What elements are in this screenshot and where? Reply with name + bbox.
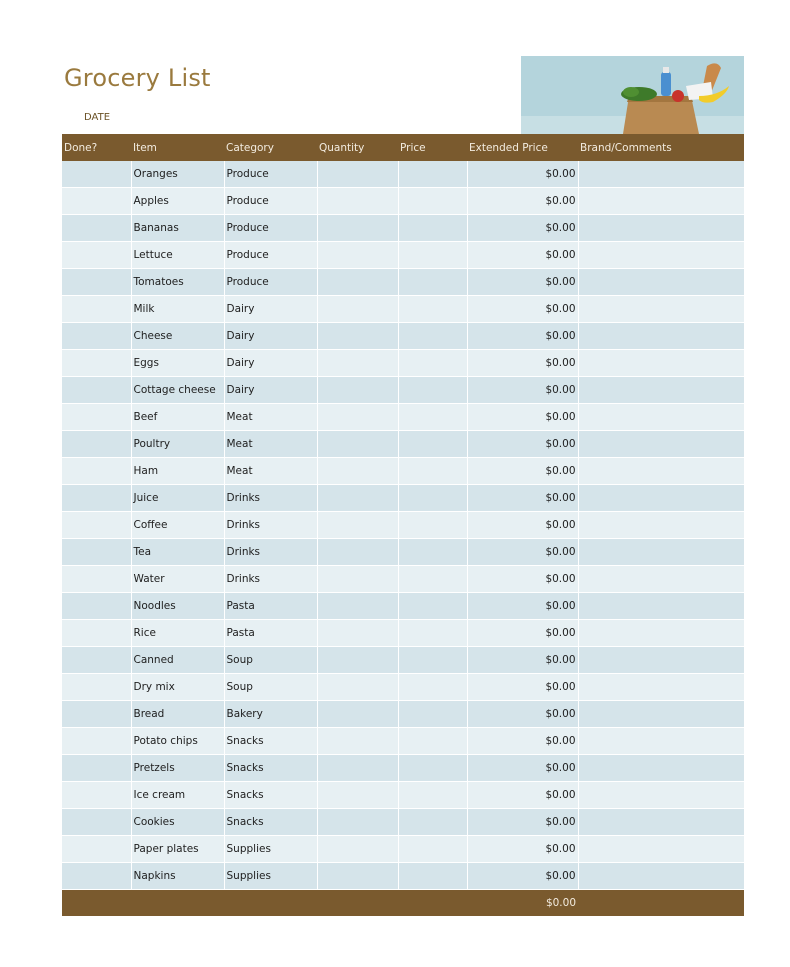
extended-price-cell[interactable]: $0.00: [467, 188, 578, 215]
price-cell[interactable]: [398, 458, 467, 485]
table-row: [62, 863, 744, 890]
quantity-cell[interactable]: [317, 539, 398, 566]
item-cell[interactable]: Eggs: [131, 350, 224, 377]
table-row: [62, 404, 744, 431]
quantity-cell[interactable]: [317, 809, 398, 836]
extended-price-cell[interactable]: $0.00: [467, 485, 578, 512]
table-row: [62, 674, 744, 701]
done-cell[interactable]: [62, 863, 131, 890]
extended-price-cell[interactable]: $0.00: [467, 701, 578, 728]
item-cell[interactable]: Rice: [131, 620, 224, 647]
table-row: [62, 836, 744, 863]
table-header-row: [62, 134, 744, 161]
item-cell[interactable]: Potato chips: [131, 728, 224, 755]
price-cell[interactable]: [398, 161, 467, 188]
item-cell[interactable]: Bananas: [131, 215, 224, 242]
brand-comments-cell[interactable]: [578, 755, 744, 782]
extended-price-cell[interactable]: $0.00: [467, 728, 578, 755]
done-cell[interactable]: [62, 593, 131, 620]
item-cell[interactable]: Tea: [131, 539, 224, 566]
brand-comments-cell[interactable]: [578, 485, 744, 512]
price-cell[interactable]: [398, 188, 467, 215]
quantity-cell[interactable]: [317, 836, 398, 863]
quantity-cell[interactable]: [317, 269, 398, 296]
done-cell[interactable]: [62, 431, 131, 458]
brand-comments-cell[interactable]: [578, 701, 744, 728]
total-cell-blank: [131, 890, 224, 917]
brand-comments-cell[interactable]: [578, 161, 744, 188]
extended-price-cell[interactable]: $0.00: [467, 296, 578, 323]
category-cell[interactable]: Soup: [224, 647, 317, 674]
grocery-bag-photo: [521, 56, 744, 134]
item-cell[interactable]: Cookies: [131, 809, 224, 836]
table-row: [62, 647, 744, 674]
category-cell[interactable]: Snacks: [224, 755, 317, 782]
brand-comments-cell[interactable]: [578, 323, 744, 350]
item-cell[interactable]: Apples: [131, 188, 224, 215]
price-cell[interactable]: [398, 242, 467, 269]
table-row: [62, 323, 744, 350]
price-cell[interactable]: [398, 377, 467, 404]
table-row: [62, 485, 744, 512]
category-cell[interactable]: Meat: [224, 458, 317, 485]
item-cell[interactable]: Noodles: [131, 593, 224, 620]
quantity-cell[interactable]: [317, 620, 398, 647]
table-row: [62, 350, 744, 377]
quantity-cell[interactable]: [317, 323, 398, 350]
category-cell[interactable]: Drinks: [224, 539, 317, 566]
total-cell-blank: [398, 890, 467, 917]
extended-price-cell[interactable]: $0.00: [467, 242, 578, 269]
done-cell[interactable]: [62, 215, 131, 242]
category-cell[interactable]: Drinks: [224, 512, 317, 539]
category-cell[interactable]: Snacks: [224, 728, 317, 755]
category-cell[interactable]: Snacks: [224, 809, 317, 836]
done-cell[interactable]: [62, 674, 131, 701]
column-header-category[interactable]: Category: [224, 134, 317, 161]
extended-price-cell[interactable]: $0.00: [467, 323, 578, 350]
brand-comments-cell[interactable]: [578, 809, 744, 836]
item-cell[interactable]: Oranges: [131, 161, 224, 188]
category-cell[interactable]: Soup: [224, 674, 317, 701]
category-cell[interactable]: Dairy: [224, 377, 317, 404]
price-cell[interactable]: [398, 782, 467, 809]
item-cell[interactable]: Canned: [131, 647, 224, 674]
total-cell-blank: [224, 890, 317, 917]
item-cell[interactable]: Poultry: [131, 431, 224, 458]
column-header-brand-comments[interactable]: Brand/Comments: [578, 134, 744, 161]
table-row: [62, 188, 744, 215]
price-cell[interactable]: [398, 674, 467, 701]
item-cell[interactable]: Coffee: [131, 512, 224, 539]
done-cell[interactable]: [62, 647, 131, 674]
item-cell[interactable]: Paper plates: [131, 836, 224, 863]
brand-comments-cell[interactable]: [578, 404, 744, 431]
brand-comments-cell[interactable]: [578, 512, 744, 539]
table-row: [62, 512, 744, 539]
brand-comments-cell[interactable]: [578, 566, 744, 593]
quantity-cell[interactable]: [317, 404, 398, 431]
table-row: [62, 269, 744, 296]
price-cell[interactable]: [398, 404, 467, 431]
item-cell[interactable]: Ham: [131, 458, 224, 485]
done-cell[interactable]: [62, 728, 131, 755]
item-cell[interactable]: Bread: [131, 701, 224, 728]
extended-price-cell[interactable]: $0.00: [467, 512, 578, 539]
table-row: [62, 242, 744, 269]
category-cell[interactable]: Drinks: [224, 566, 317, 593]
extended-price-cell[interactable]: $0.00: [467, 674, 578, 701]
extended-price-cell[interactable]: $0.00: [467, 755, 578, 782]
extended-price-cell[interactable]: $0.00: [467, 350, 578, 377]
price-cell[interactable]: [398, 350, 467, 377]
brand-comments-cell[interactable]: [578, 215, 744, 242]
table-row: [62, 728, 744, 755]
item-cell[interactable]: Water: [131, 566, 224, 593]
quantity-cell[interactable]: [317, 242, 398, 269]
done-cell[interactable]: [62, 269, 131, 296]
quantity-cell[interactable]: [317, 512, 398, 539]
table-row: [62, 377, 744, 404]
extended-price-cell[interactable]: $0.00: [467, 215, 578, 242]
price-cell[interactable]: [398, 647, 467, 674]
brand-comments-cell[interactable]: [578, 620, 744, 647]
done-cell[interactable]: [62, 161, 131, 188]
table-row: [62, 566, 744, 593]
quantity-cell[interactable]: [317, 674, 398, 701]
table-row: [62, 782, 744, 809]
brand-comments-cell[interactable]: [578, 296, 744, 323]
extended-price-cell[interactable]: $0.00: [467, 404, 578, 431]
brand-comments-cell[interactable]: [578, 350, 744, 377]
brand-comments-cell[interactable]: [578, 647, 744, 674]
price-cell[interactable]: [398, 323, 467, 350]
quantity-cell[interactable]: [317, 755, 398, 782]
done-cell[interactable]: [62, 242, 131, 269]
table-row: [62, 161, 744, 188]
done-cell[interactable]: [62, 404, 131, 431]
category-cell[interactable]: Produce: [224, 215, 317, 242]
done-cell[interactable]: [62, 485, 131, 512]
brand-comments-cell[interactable]: [578, 431, 744, 458]
price-cell[interactable]: [398, 215, 467, 242]
done-cell[interactable]: [62, 809, 131, 836]
column-header-price[interactable]: Price: [398, 134, 467, 161]
done-cell[interactable]: [62, 755, 131, 782]
price-cell[interactable]: [398, 728, 467, 755]
brand-comments-cell[interactable]: [578, 863, 744, 890]
item-cell[interactable]: Juice: [131, 485, 224, 512]
category-cell[interactable]: Pasta: [224, 620, 317, 647]
quantity-cell[interactable]: [317, 350, 398, 377]
item-cell[interactable]: Dry mix: [131, 674, 224, 701]
done-cell[interactable]: [62, 350, 131, 377]
column-header-quantity[interactable]: Quantity: [317, 134, 398, 161]
item-cell[interactable]: Ice cream: [131, 782, 224, 809]
price-cell[interactable]: [398, 566, 467, 593]
price-cell[interactable]: [398, 296, 467, 323]
extended-price-cell[interactable]: $0.00: [467, 377, 578, 404]
category-cell[interactable]: Dairy: [224, 323, 317, 350]
extended-price-cell[interactable]: $0.00: [467, 269, 578, 296]
done-cell[interactable]: [62, 566, 131, 593]
done-cell[interactable]: [62, 377, 131, 404]
price-cell[interactable]: [398, 620, 467, 647]
category-cell[interactable]: Bakery: [224, 701, 317, 728]
category-cell[interactable]: Pasta: [224, 593, 317, 620]
quantity-cell[interactable]: [317, 377, 398, 404]
table-row: [62, 809, 744, 836]
extended-price-cell[interactable]: $0.00: [467, 431, 578, 458]
done-cell[interactable]: [62, 701, 131, 728]
extended-price-cell[interactable]: $0.00: [467, 161, 578, 188]
extended-price-cell[interactable]: $0.00: [467, 863, 578, 890]
extended-price-cell[interactable]: $0.00: [467, 647, 578, 674]
item-cell[interactable]: Milk: [131, 296, 224, 323]
category-cell[interactable]: Dairy: [224, 350, 317, 377]
quantity-cell[interactable]: [317, 215, 398, 242]
category-cell[interactable]: Meat: [224, 431, 317, 458]
category-cell[interactable]: Dairy: [224, 296, 317, 323]
done-cell[interactable]: [62, 296, 131, 323]
column-header-done[interactable]: Done?: [62, 134, 131, 161]
quantity-cell[interactable]: [317, 728, 398, 755]
done-cell[interactable]: [62, 188, 131, 215]
column-header-extended-price[interactable]: Extended Price: [467, 134, 578, 161]
table-row: [62, 539, 744, 566]
grocery-bag-icon: [521, 56, 744, 134]
quantity-cell[interactable]: [317, 485, 398, 512]
brand-comments-cell[interactable]: [578, 242, 744, 269]
item-cell[interactable]: Beef: [131, 404, 224, 431]
total-extended-price: $0.00: [467, 890, 578, 917]
table-row: [62, 296, 744, 323]
price-cell[interactable]: [398, 431, 467, 458]
table-row: [62, 701, 744, 728]
price-cell[interactable]: [398, 539, 467, 566]
item-cell[interactable]: Pretzels: [131, 755, 224, 782]
page-title: Grocery List: [64, 64, 211, 92]
item-cell[interactable]: Napkins: [131, 863, 224, 890]
total-cell-blank: [317, 890, 398, 917]
category-cell[interactable]: Supplies: [224, 863, 317, 890]
category-cell[interactable]: Produce: [224, 161, 317, 188]
table-row: [62, 755, 744, 782]
brand-comments-cell[interactable]: [578, 593, 744, 620]
table-row: [62, 215, 744, 242]
done-cell[interactable]: [62, 512, 131, 539]
column-header-item[interactable]: Item: [131, 134, 224, 161]
date-label: DATE: [84, 112, 111, 123]
done-cell[interactable]: [62, 458, 131, 485]
done-cell[interactable]: [62, 782, 131, 809]
quantity-cell[interactable]: [317, 593, 398, 620]
quantity-cell[interactable]: [317, 782, 398, 809]
done-cell[interactable]: [62, 539, 131, 566]
quantity-cell[interactable]: [317, 188, 398, 215]
price-cell[interactable]: [398, 485, 467, 512]
brand-comments-cell[interactable]: [578, 269, 744, 296]
category-cell[interactable]: Produce: [224, 269, 317, 296]
total-cell-blank: [62, 890, 131, 917]
item-cell[interactable]: Tomatoes: [131, 269, 224, 296]
price-cell[interactable]: [398, 755, 467, 782]
price-cell[interactable]: [398, 512, 467, 539]
extended-price-cell[interactable]: $0.00: [467, 593, 578, 620]
item-cell[interactable]: Lettuce: [131, 242, 224, 269]
quantity-cell[interactable]: [317, 161, 398, 188]
extended-price-cell[interactable]: $0.00: [467, 566, 578, 593]
price-cell[interactable]: [398, 863, 467, 890]
quantity-cell[interactable]: [317, 431, 398, 458]
grocery-table: [62, 134, 744, 917]
brand-comments-cell[interactable]: [578, 782, 744, 809]
price-cell[interactable]: [398, 809, 467, 836]
category-cell[interactable]: Produce: [224, 242, 317, 269]
total-cell-blank: [578, 890, 744, 917]
quantity-cell[interactable]: [317, 296, 398, 323]
brand-comments-cell[interactable]: [578, 458, 744, 485]
total-row: [62, 890, 744, 917]
item-cell[interactable]: Cottage cheese: [131, 377, 224, 404]
price-cell[interactable]: [398, 836, 467, 863]
extended-price-cell[interactable]: $0.00: [467, 458, 578, 485]
price-cell[interactable]: [398, 701, 467, 728]
table-row: [62, 593, 744, 620]
brand-comments-cell[interactable]: [578, 836, 744, 863]
extended-price-cell[interactable]: $0.00: [467, 836, 578, 863]
price-cell[interactable]: [398, 269, 467, 296]
extended-price-cell[interactable]: $0.00: [467, 620, 578, 647]
category-cell[interactable]: Drinks: [224, 485, 317, 512]
brand-comments-cell[interactable]: [578, 674, 744, 701]
extended-price-cell[interactable]: $0.00: [467, 809, 578, 836]
extended-price-cell[interactable]: $0.00: [467, 782, 578, 809]
quantity-cell[interactable]: [317, 566, 398, 593]
item-cell[interactable]: Cheese: [131, 323, 224, 350]
brand-comments-cell[interactable]: [578, 188, 744, 215]
table-row: [62, 431, 744, 458]
extended-price-cell[interactable]: $0.00: [467, 539, 578, 566]
quantity-cell[interactable]: [317, 701, 398, 728]
category-cell[interactable]: Supplies: [224, 836, 317, 863]
category-cell[interactable]: Meat: [224, 404, 317, 431]
price-cell[interactable]: [398, 593, 467, 620]
table-row: [62, 458, 744, 485]
quantity-cell[interactable]: [317, 458, 398, 485]
done-cell[interactable]: [62, 836, 131, 863]
done-cell[interactable]: [62, 620, 131, 647]
category-cell[interactable]: Snacks: [224, 782, 317, 809]
done-cell[interactable]: [62, 323, 131, 350]
brand-comments-cell[interactable]: [578, 377, 744, 404]
brand-comments-cell[interactable]: [578, 728, 744, 755]
quantity-cell[interactable]: [317, 647, 398, 674]
quantity-cell[interactable]: [317, 863, 398, 890]
category-cell[interactable]: Produce: [224, 188, 317, 215]
table-row: [62, 620, 744, 647]
brand-comments-cell[interactable]: [578, 539, 744, 566]
